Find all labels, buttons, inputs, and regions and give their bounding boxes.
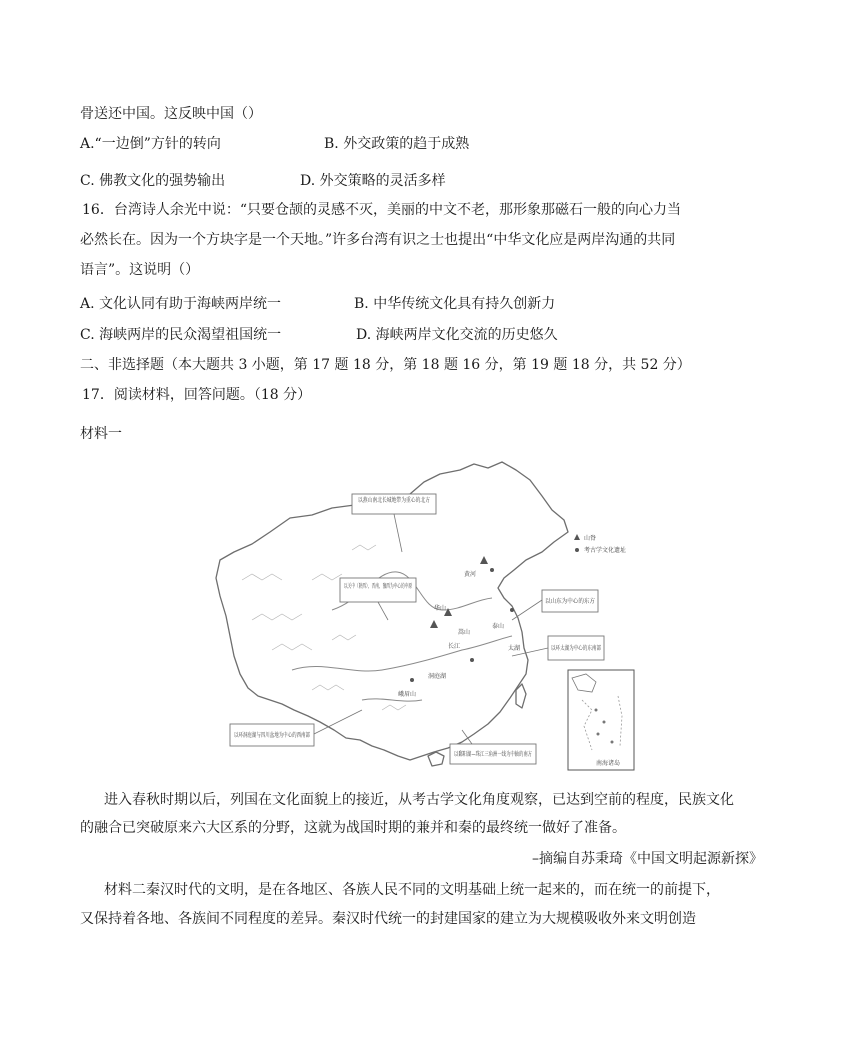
callout-text-south: 以鄱阳湖—珠江三角洲一线为中轴的南方 — [454, 751, 563, 758]
material-1-source: –摘编自苏秉琦《中国文明起源新探》 — [532, 851, 763, 867]
q17-heading: 17．阅读材料，回答问题。（18 分） — [82, 387, 312, 403]
material-1-label: 材料一 — [80, 426, 122, 442]
label-yellow-river: 黄河 — [464, 571, 477, 578]
mountain-marker — [430, 620, 438, 628]
south-china-sea-inset — [568, 670, 634, 770]
label-dongting: 洞庭湖 — [428, 673, 447, 680]
site-marker — [490, 568, 494, 572]
callout-text-central-plain: 以关中（陕西）、晋南、豫西为中心的中原 — [344, 583, 455, 590]
material-1-text-line-2: 的融合已突破原来六大区系的分野，这就为战国时期的兼并和秦的最终统一做好了准备。 — [80, 820, 626, 836]
q16-line-2: 必然长在。因为一个方块字是一个天地。”许多台湾有识之士也提出“中华文化应是两岸沟通的共同 — [80, 232, 676, 248]
callout-text-east: 以山东为中心的东方 — [545, 598, 600, 605]
q15-option-b: B. 外交政策的趋于成熟 — [324, 136, 470, 152]
site-marker — [470, 658, 474, 662]
q15-option-a: A.“一边倒”方针的转向 — [80, 136, 221, 152]
yangtze-river — [292, 636, 512, 671]
q16-line-3: 语言”。这说明（） — [80, 262, 200, 278]
material-1-text-line-1: 进入春秋时期以后，列国在文化面貌上的接近，从考古学文化角度观察，已达到空前的程度，民族文化 — [104, 792, 734, 808]
label-huashan: 华山 — [434, 605, 447, 612]
svg-text:南海诸岛: 南海诸岛 — [596, 760, 621, 767]
label-taishan: 泰山 — [492, 623, 505, 630]
taiwan-island — [516, 684, 526, 708]
q15-option-c: C. 佛教文化的强势输出 — [80, 173, 226, 189]
q15-tail: 骨送还中国。这反映中国（） — [80, 106, 262, 122]
callout-text-southeast: 以环太湖为中心的东南部 — [551, 645, 618, 652]
label-yangtze: 长江 — [448, 643, 461, 650]
material-2-line-2: 又保持着各地、各族间不同程度的差异。秦汉时代统一的封建国家的建立为大规模吸收外来文明创造 — [80, 911, 696, 927]
callout-text-north: 以燕山南北长城地带为重心的北方 — [358, 497, 449, 504]
material-2-line-1: 材料二秦汉时代的文明，是在各地区、各族人民不同的文明基础上统一起来的，而在统一的前提下， — [104, 882, 720, 898]
section-2-heading: 二、非选择题（本大题共 3 小题，第 17 题 18 分，第 18 题 16 分，第 19 题 18 分，共 52 分） — [80, 357, 691, 373]
hainan-island — [428, 752, 444, 766]
q16-option-b: B. 中华传统文化具有持久创新力 — [354, 296, 556, 312]
callout-text-southwest: 以环洞庭湖与四川盆地为中心的西南部 — [234, 732, 337, 739]
svg-text:考古学文化遗址: 考古学文化遗址 — [584, 547, 627, 554]
callout-box-central-plain — [340, 578, 455, 602]
river-small — [362, 699, 422, 701]
site-marker — [410, 678, 414, 682]
q16-option-d: D. 海峡两岸文化交流的历史悠久 — [356, 327, 558, 343]
label-songshan: 嵩山 — [458, 629, 471, 636]
q16-option-c: C. 海峡两岸的民众渴望祖国统一 — [80, 327, 282, 343]
q16-line-1: 16．台湾诗人余光中说：“只要仓颉的灵感不灭，美丽的中文不老，那形象那磁石一般的向心力当 — [82, 202, 681, 218]
q15-option-d: D. 外交策略的灵活多样 — [300, 173, 446, 189]
map-legend — [574, 534, 626, 554]
svg-text:山脊: 山脊 — [584, 535, 597, 542]
site-marker — [510, 608, 514, 612]
q16-option-a: A. 文化认同有助于海峡两岸统一 — [80, 296, 282, 312]
label-taihu: 太湖 — [508, 645, 521, 652]
label-emei: 峨眉山 — [398, 691, 417, 698]
china-cultural-regions-map — [212, 460, 640, 772]
mountain-marker — [480, 556, 488, 564]
